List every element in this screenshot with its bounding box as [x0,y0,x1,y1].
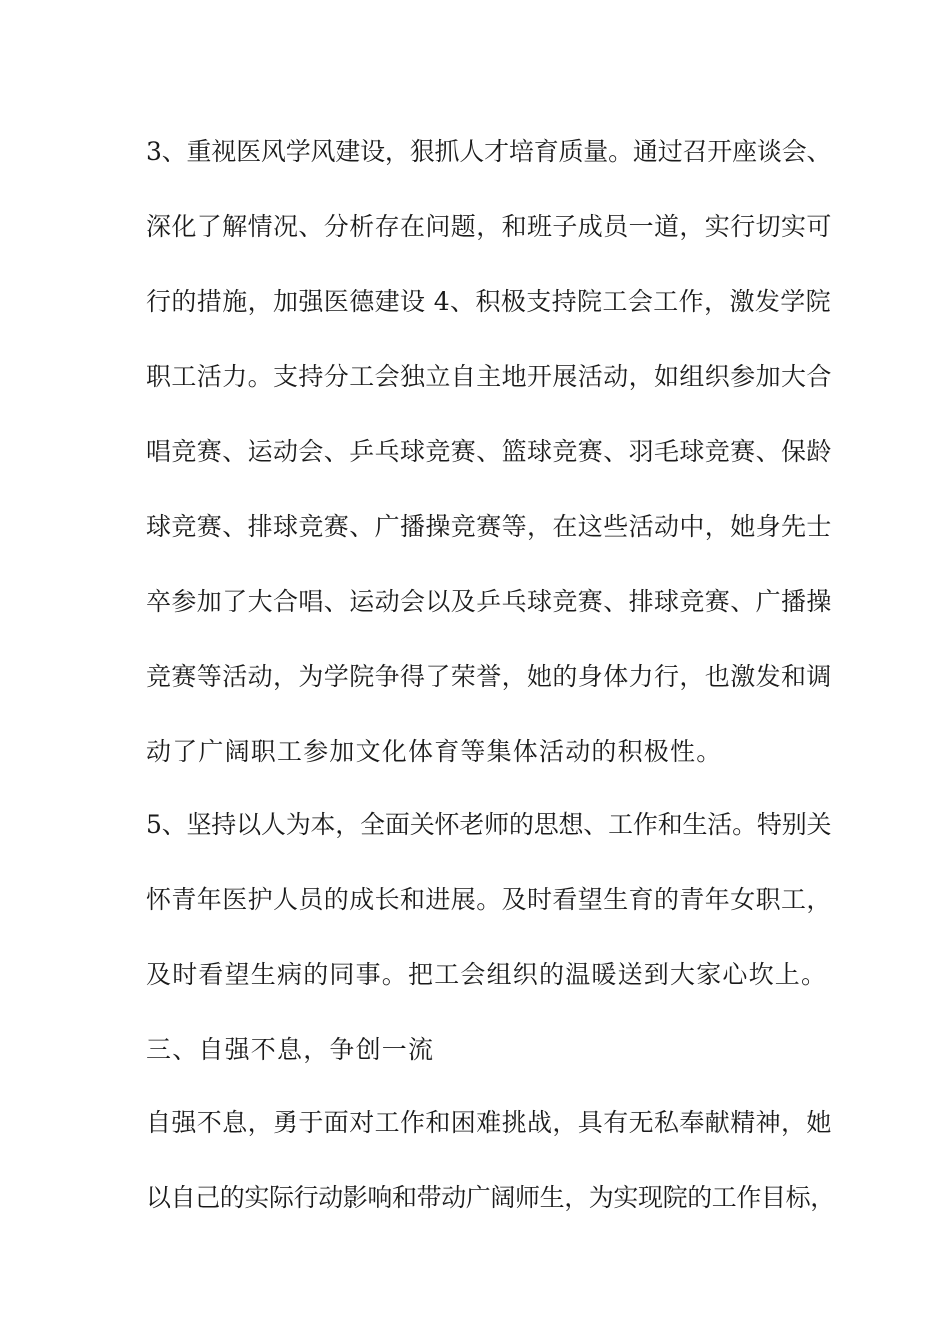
text-line: 以自己的实际行动影响和带动广阔师生，为实现院的工作目标， [146,1183,835,1212]
section-heading: 三、自强不息，争创一流 [146,1035,435,1064]
text-line: 深化了解情况、分析存在问题，和班子成员一道，实行切实可 [146,212,832,241]
text-line: 竞赛等活动，为学院争得了荣誉，她的身体力行，也激发和调 [146,662,832,691]
text-line: 唱竞赛、运动会、乒乓球竞赛、篮球竞赛、羽毛球竞赛、保龄 [146,437,832,466]
text-line: 及时看望生病的同事。把工会组织的温暖送到大家心坎上。 [146,960,828,989]
text-line: 自强不息，勇于面对工作和困难挑战，具有无私奉献精神，她 [146,1108,832,1137]
text-line: 职工活力。支持分工会独立自主地开展活动，如组织参加大合 [146,362,832,391]
text-line: 3、重视医风学风建设，狠抓人才培育质量。通过召开座谈会、 [146,137,832,166]
text-line: 怀青年医护人员的成长和进展。及时看望生育的青年女职工， [146,885,832,914]
text-line: 动了广阔职工参加文化体育等集体活动的积极性。 [146,737,723,766]
text-line: 行的措施，加强医德建设 4、积极支持院工会工作，激发学院 [146,287,832,316]
text-line: 球竞赛、排球竞赛、广播操竞赛等，在这些活动中，她身先士 [146,512,832,541]
text-line: 卒参加了大合唱、运动会以及乒乓球竞赛、排球竞赛、广播操 [146,587,832,616]
text-line: 5、坚持以人为本，全面关怀老师的思想、工作和生活。特别关 [146,810,832,839]
